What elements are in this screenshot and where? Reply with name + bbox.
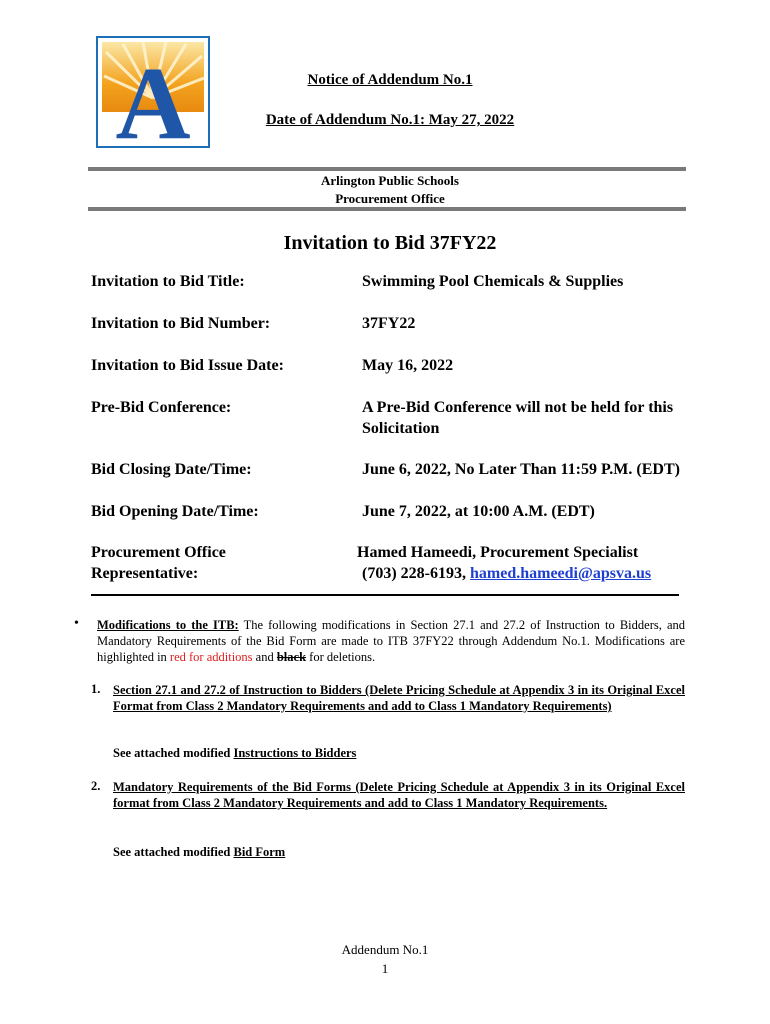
notice-title: Notice of Addendum No.1	[307, 72, 473, 88]
org-name: Arlington Public Schools	[321, 173, 459, 188]
top-rule	[88, 167, 686, 171]
bullet-icon: •	[74, 616, 79, 631]
field-label-number: Invitation to Bid Number:	[91, 315, 271, 332]
modifications-text-3: for deletions.	[306, 650, 376, 664]
field-value-number: 37FY22	[362, 315, 416, 332]
email-link[interactable]: hamed.hameedi@apsva.us	[469, 565, 652, 582]
field-value-title: Swimming Pool Chemicals & Supplies	[362, 273, 624, 290]
org-dept: Procurement Office	[335, 191, 445, 206]
modifications-text-1: The following modifications in Section 27.1 and 27.2 of Instruction to Bidders, and Mandatory Requirements of the Bid Form are made to ITB 37FY22 through Addendum No.1. Modifications are highlighted in	[97, 618, 685, 664]
field-label-title: Invitation to Bid Title:	[91, 273, 245, 290]
field-label-issue-date: Invitation to Bid Issue Date:	[91, 357, 284, 374]
field-label-closing: Bid Closing Date/Time:	[91, 461, 252, 478]
page-number: 1	[381, 961, 389, 976]
instructions-to-bidders-link[interactable]: Instructions to Bidders	[233, 746, 357, 760]
additions-red-text: red for additions	[169, 650, 253, 664]
addendum-date: Date of Addendum No.1: May 27, 2022	[265, 112, 515, 128]
field-value-contact	[362, 563, 722, 584]
item-number-2: 2.	[91, 779, 101, 793]
item-text-1: Section 27.1 and 27.2 of Instruction to Bidders (Delete Pricing Schedule at Appendix 3 in its Original Excel Format from Class 2 Mandatory Requirements and add to Class 1 Mandatory Requirements)	[113, 683, 685, 713]
modifications-text-2: and	[252, 650, 277, 664]
footer-addendum: Addendum No.1	[341, 942, 429, 957]
aps-logo	[96, 36, 210, 148]
see-attached-2	[113, 845, 285, 860]
see-attached-1	[113, 746, 356, 761]
itb-title: Invitation to Bid 37FY22	[283, 232, 497, 254]
modifications-paragraph	[97, 617, 685, 665]
field-value-prebid-line2: Solicitation	[362, 420, 440, 437]
field-label-prebid: Pre-Bid Conference:	[91, 399, 232, 416]
field-label-rep-line2: Representative:	[91, 565, 199, 582]
deletions-strike-text: black	[276, 650, 307, 664]
see-prefix-1: See attached modified	[113, 746, 234, 760]
field-value-closing: June 6, 2022, No Later Than 11:59 P.M. (EDT)	[362, 461, 680, 478]
phone-number: (703) 228-6193,	[362, 565, 470, 582]
svg-text:A: A	[115, 46, 191, 146]
field-label-rep: Procurement Office	[91, 544, 226, 561]
modifications-heading: Modifications to the ITB:	[97, 618, 239, 632]
item-text-2: Mandatory Requirements of the Bid Forms (Delete Pricing Schedule at Appendix 3 in its Original Excel format from Class 2 Mandatory Requirements and add to Class 1 Mandatory Requirements.	[113, 780, 685, 810]
field-label-opening: Bid Opening Date/Time:	[91, 503, 259, 520]
see-prefix-2: See attached modified	[113, 845, 234, 859]
field-value-prebid: A Pre-Bid Conference will not be held for this	[362, 399, 674, 416]
bottom-rule	[88, 207, 686, 211]
field-value-rep: Hamed Hameedi, Procurement Specialist	[357, 544, 639, 561]
field-value-opening: June 7, 2022, at 10:00 A.M. (EDT)	[362, 503, 595, 520]
bid-form-link[interactable]: Bid Form	[233, 845, 286, 859]
logo-graphic	[98, 38, 208, 146]
separator-line	[91, 594, 679, 596]
field-value-issue-date: May 16, 2022	[362, 357, 454, 374]
item-number-1: 1.	[91, 682, 101, 696]
